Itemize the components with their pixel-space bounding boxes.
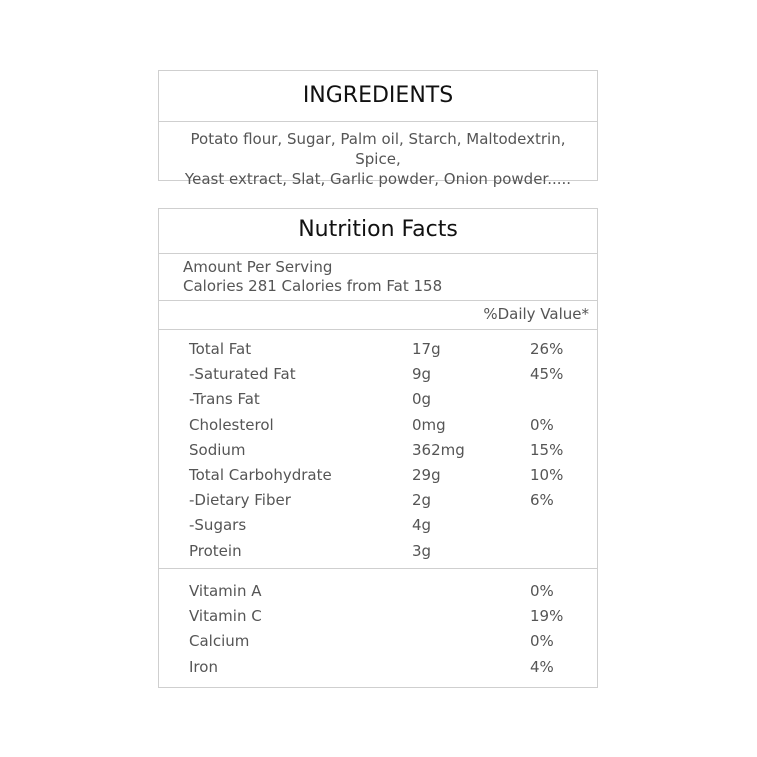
nutrient-row [159,362,597,387]
nutrient-name: -Trans Fat [189,390,260,409]
vitamin-name: Calcium [189,632,250,651]
serving-label: Amount Per Serving [183,258,333,276]
nutrient-name: Total Fat [189,340,252,358]
ingredients-list [159,122,597,189]
nutrient-row [159,337,597,362]
daily-value-header [159,301,597,330]
nutrient-amount: 362mg [412,440,465,459]
nutrient-amount: 0mg [412,415,446,434]
vitamin-daily-value: 0% [530,582,554,600]
nutrient-daily-value: 6% [530,491,554,510]
vitamin-row [159,655,597,680]
nutrition-facts-panel [158,208,598,688]
nutrients-table [159,330,597,569]
vitamin-daily-value: 19% [530,607,564,626]
nutrient-amount: 4g [412,516,432,535]
nutrient-daily-value: 45% [530,365,564,384]
nutrient-row [159,463,597,488]
nutrient-name: Sodium [189,440,246,459]
vitamin-row [159,579,597,604]
nutrient-row [159,413,597,438]
nutrient-name: Cholesterol [189,415,274,434]
nutrient-row [159,387,597,412]
vitamin-daily-value: 0% [530,632,554,651]
ingredients-line: Yeast extract, Slat, Garlic powder, Onion powder..... [184,170,572,188]
nutrient-row [159,488,597,513]
nutrient-daily-value: 26% [530,340,564,358]
daily-value-header-label: %Daily Value* [483,305,589,323]
nutrient-amount: 9g [412,365,432,384]
ingredients-title: INGREDIENTS [159,71,597,122]
nutrient-row [159,513,597,538]
calories-line: Calories 281 Calories from Fat 158 [183,277,443,295]
nutrient-name: Protein [189,541,242,560]
nutrient-amount: 0g [412,390,432,409]
nutrient-name: -Saturated Fat [189,365,296,384]
nutrient-name: -Sugars [189,516,247,535]
vitamin-name: Iron [189,657,218,676]
nutrient-amount: 2g [412,491,432,510]
nutrient-daily-value: 10% [530,465,564,484]
vitamin-name: Vitamin C [189,607,262,626]
vitamin-row [159,604,597,629]
nutrient-daily-value: 15% [530,440,564,459]
vitamin-name: Vitamin A [189,582,262,600]
vitamin-row [159,629,597,654]
nutrient-daily-value: 0% [530,415,554,434]
ingredients-line: Potato flour, Sugar, Palm oil, Starch, Maltodextrin, Spice, [190,130,566,168]
vitamins-table [159,569,597,680]
nutrient-amount: 29g [412,465,441,484]
nutrient-amount: 17g [412,340,441,358]
nutrient-row [159,438,597,463]
nutrition-facts-title: Nutrition Facts [159,209,597,254]
nutrient-name: -Dietary Fiber [189,491,291,510]
ingredients-panel [158,70,598,188]
nutrient-row [159,539,597,564]
serving-info [159,254,597,301]
nutrient-name: Total Carbohydrate [189,465,332,484]
vitamin-daily-value: 4% [530,657,554,676]
nutrient-amount: 3g [412,541,432,560]
